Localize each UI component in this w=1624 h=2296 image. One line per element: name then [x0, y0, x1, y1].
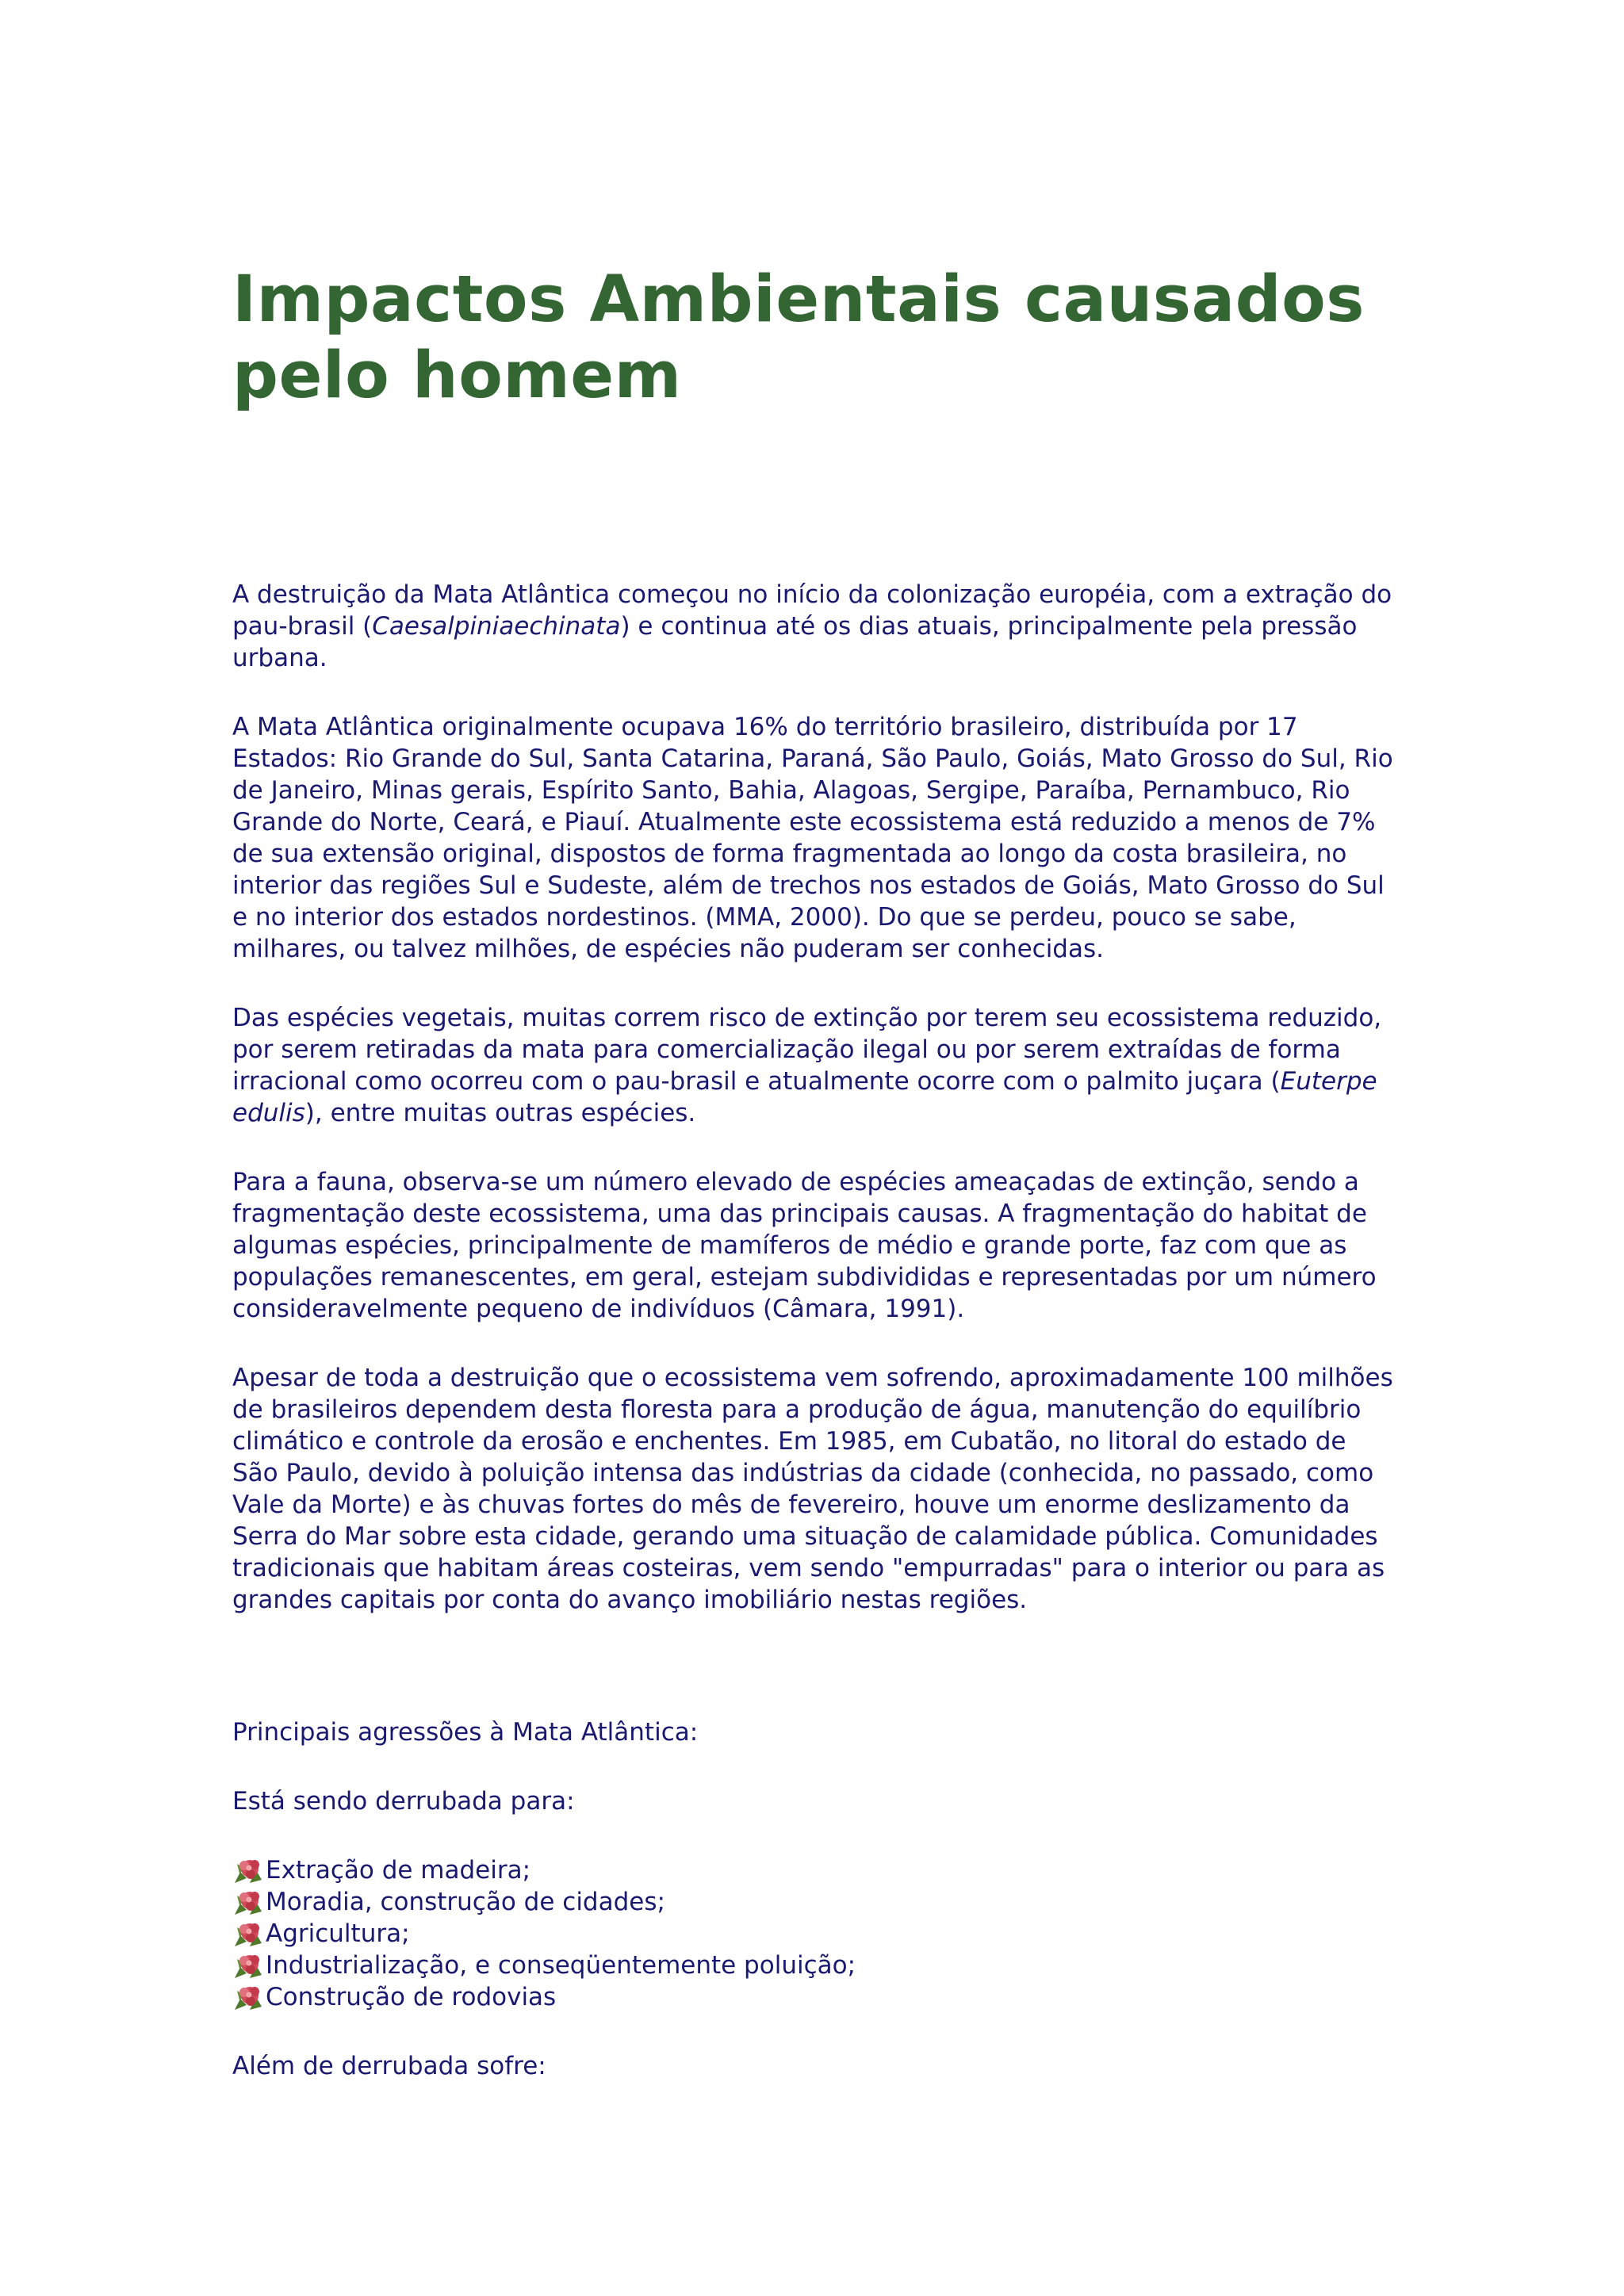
- document-page: [232, 262, 1398, 2082]
- list-item-label: Industrialização, e conseqüentemente poluição;: [266, 1951, 856, 1980]
- paragraph-plant-species: [232, 1002, 1398, 1129]
- section-subheading-derrubada: Está sendo derrubada para:: [232, 1787, 575, 1816]
- flower-bullet-icon: [232, 1888, 264, 1917]
- document-body: [232, 579, 1398, 2082]
- paragraph-cubatao: Apesar de toda a destruição que o ecossistema vem sofrendo, aproximadamente 100 milhões de brasileiros dependem desta floresta para a produção de água, manutenção do equilíbrio climático e controle da erosão e enchentes. Em 1985, em Cubatão, no litoral do estado de São Paulo, devido à poluição intensa das indústrias da cidade (conhecida, no passado, como Vale da Morte) e às chuvas fortes do mês de fevereiro, houve um enorme deslizamento da Serra do Mar sobre esta cidade, gerando uma situação de calamidade pública. Comunidades tradicionais que habitam áreas costeiras, vem sendo "empurradas" para o interior ou para as grandes capitais por conta do avanço imobiliário nestas regiões.: [232, 1364, 1393, 1614]
- species-name-palmito: Euterpe edulis: [232, 1067, 1377, 1127]
- list-item: [232, 1854, 1398, 1886]
- paragraph-colonization-text-1: A destruição da Mata Atlântica começou no início da colonização européia, com a extração do pau-brasil (: [232, 580, 1392, 641]
- paragraph-colonization-text-2: ) e continua até os dias atuais, principalmente pela pressão urbana.: [232, 612, 1358, 672]
- paragraph-original-extent: A Mata Atlântica originalmente ocupava 16% do território brasileiro, distribuída por 17 Estados: Rio Grande do Sul, Santa Catarina, Paraná, São Paulo, Goiás, Mato Grosso do Sul, Rio de Janeiro, Minas gerais, Espírito Santo, Bahia, Alagoas, Sergipe, Paraíba, Pernambuco, Rio Grande do Norte, Ceará, e Piauí. Atualmente este ecossistema está reduzido a menos de 7% de sua extensão original, dispostos de forma fragmentada ao longo da costa brasileira, no interior das regiões Sul e Sudeste, além de trechos nos estados de Goiás, Mato Grosso do Sul e no interior dos estados nordestinos. (MMA, 2000). Do que se perdeu, pouco se sabe, milhares, ou talvez milhões, de espécies não puderam ser conhecidas.: [232, 713, 1393, 963]
- list-item: [232, 1950, 1398, 1981]
- paragraph-colonization: [232, 579, 1398, 674]
- page-title: Impactos Ambientais causados pelo homem: [232, 262, 1365, 413]
- aggression-list: [232, 1854, 1398, 2013]
- section-subheading-alem: Além de derrubada sofre:: [232, 2052, 546, 2080]
- flower-bullet-icon: [232, 1856, 264, 1885]
- list-item-label: Construção de rodovias: [266, 1983, 557, 2011]
- list-item: [232, 1918, 1398, 1950]
- list-item-label: Agricultura;: [266, 1919, 410, 1948]
- species-name-pau-brasil: Caesalpiniaechinata: [372, 612, 621, 641]
- list-item: [232, 1981, 1398, 2013]
- flower-bullet-icon: [232, 1919, 264, 1949]
- paragraph-fauna: Para a fauna, observa-se um número elevado de espécies ameaçadas de extinção, sendo a fragmentação deste ecossistema, uma das principais causas. A fragmentação do habitat de algumas espécies, principalmente de mamíferos de médio e grande porte, faz com que as populações remanescentes, em geral, estejam subdivididas e representadas por um número consideravelmente pequeno de indivíduos (Câmara, 1991).: [232, 1168, 1377, 1323]
- flower-bullet-icon: [232, 1983, 264, 2012]
- list-item: [232, 1886, 1398, 1918]
- paragraph-plant-species-text-1: Das espécies vegetais, muitas correm risco de extinção por terem seu ecossistema reduzido, por serem retiradas da mata para comercialização ilegal ou por serem extraídas de forma irracional como ocorreu com o pau-brasil e atualmente ocorre com o palmito juçara (: [232, 1004, 1382, 1096]
- paragraph-plant-species-text-2: ), entre muitas outras espécies.: [304, 1099, 696, 1127]
- list-item-label: Moradia, construção de cidades;: [266, 1888, 665, 1916]
- flower-bullet-icon: [232, 1951, 264, 1980]
- list-item-label: Extração de madeira;: [266, 1856, 531, 1885]
- section-heading-aggressions: Principais agressões à Mata Atlântica:: [232, 1718, 699, 1747]
